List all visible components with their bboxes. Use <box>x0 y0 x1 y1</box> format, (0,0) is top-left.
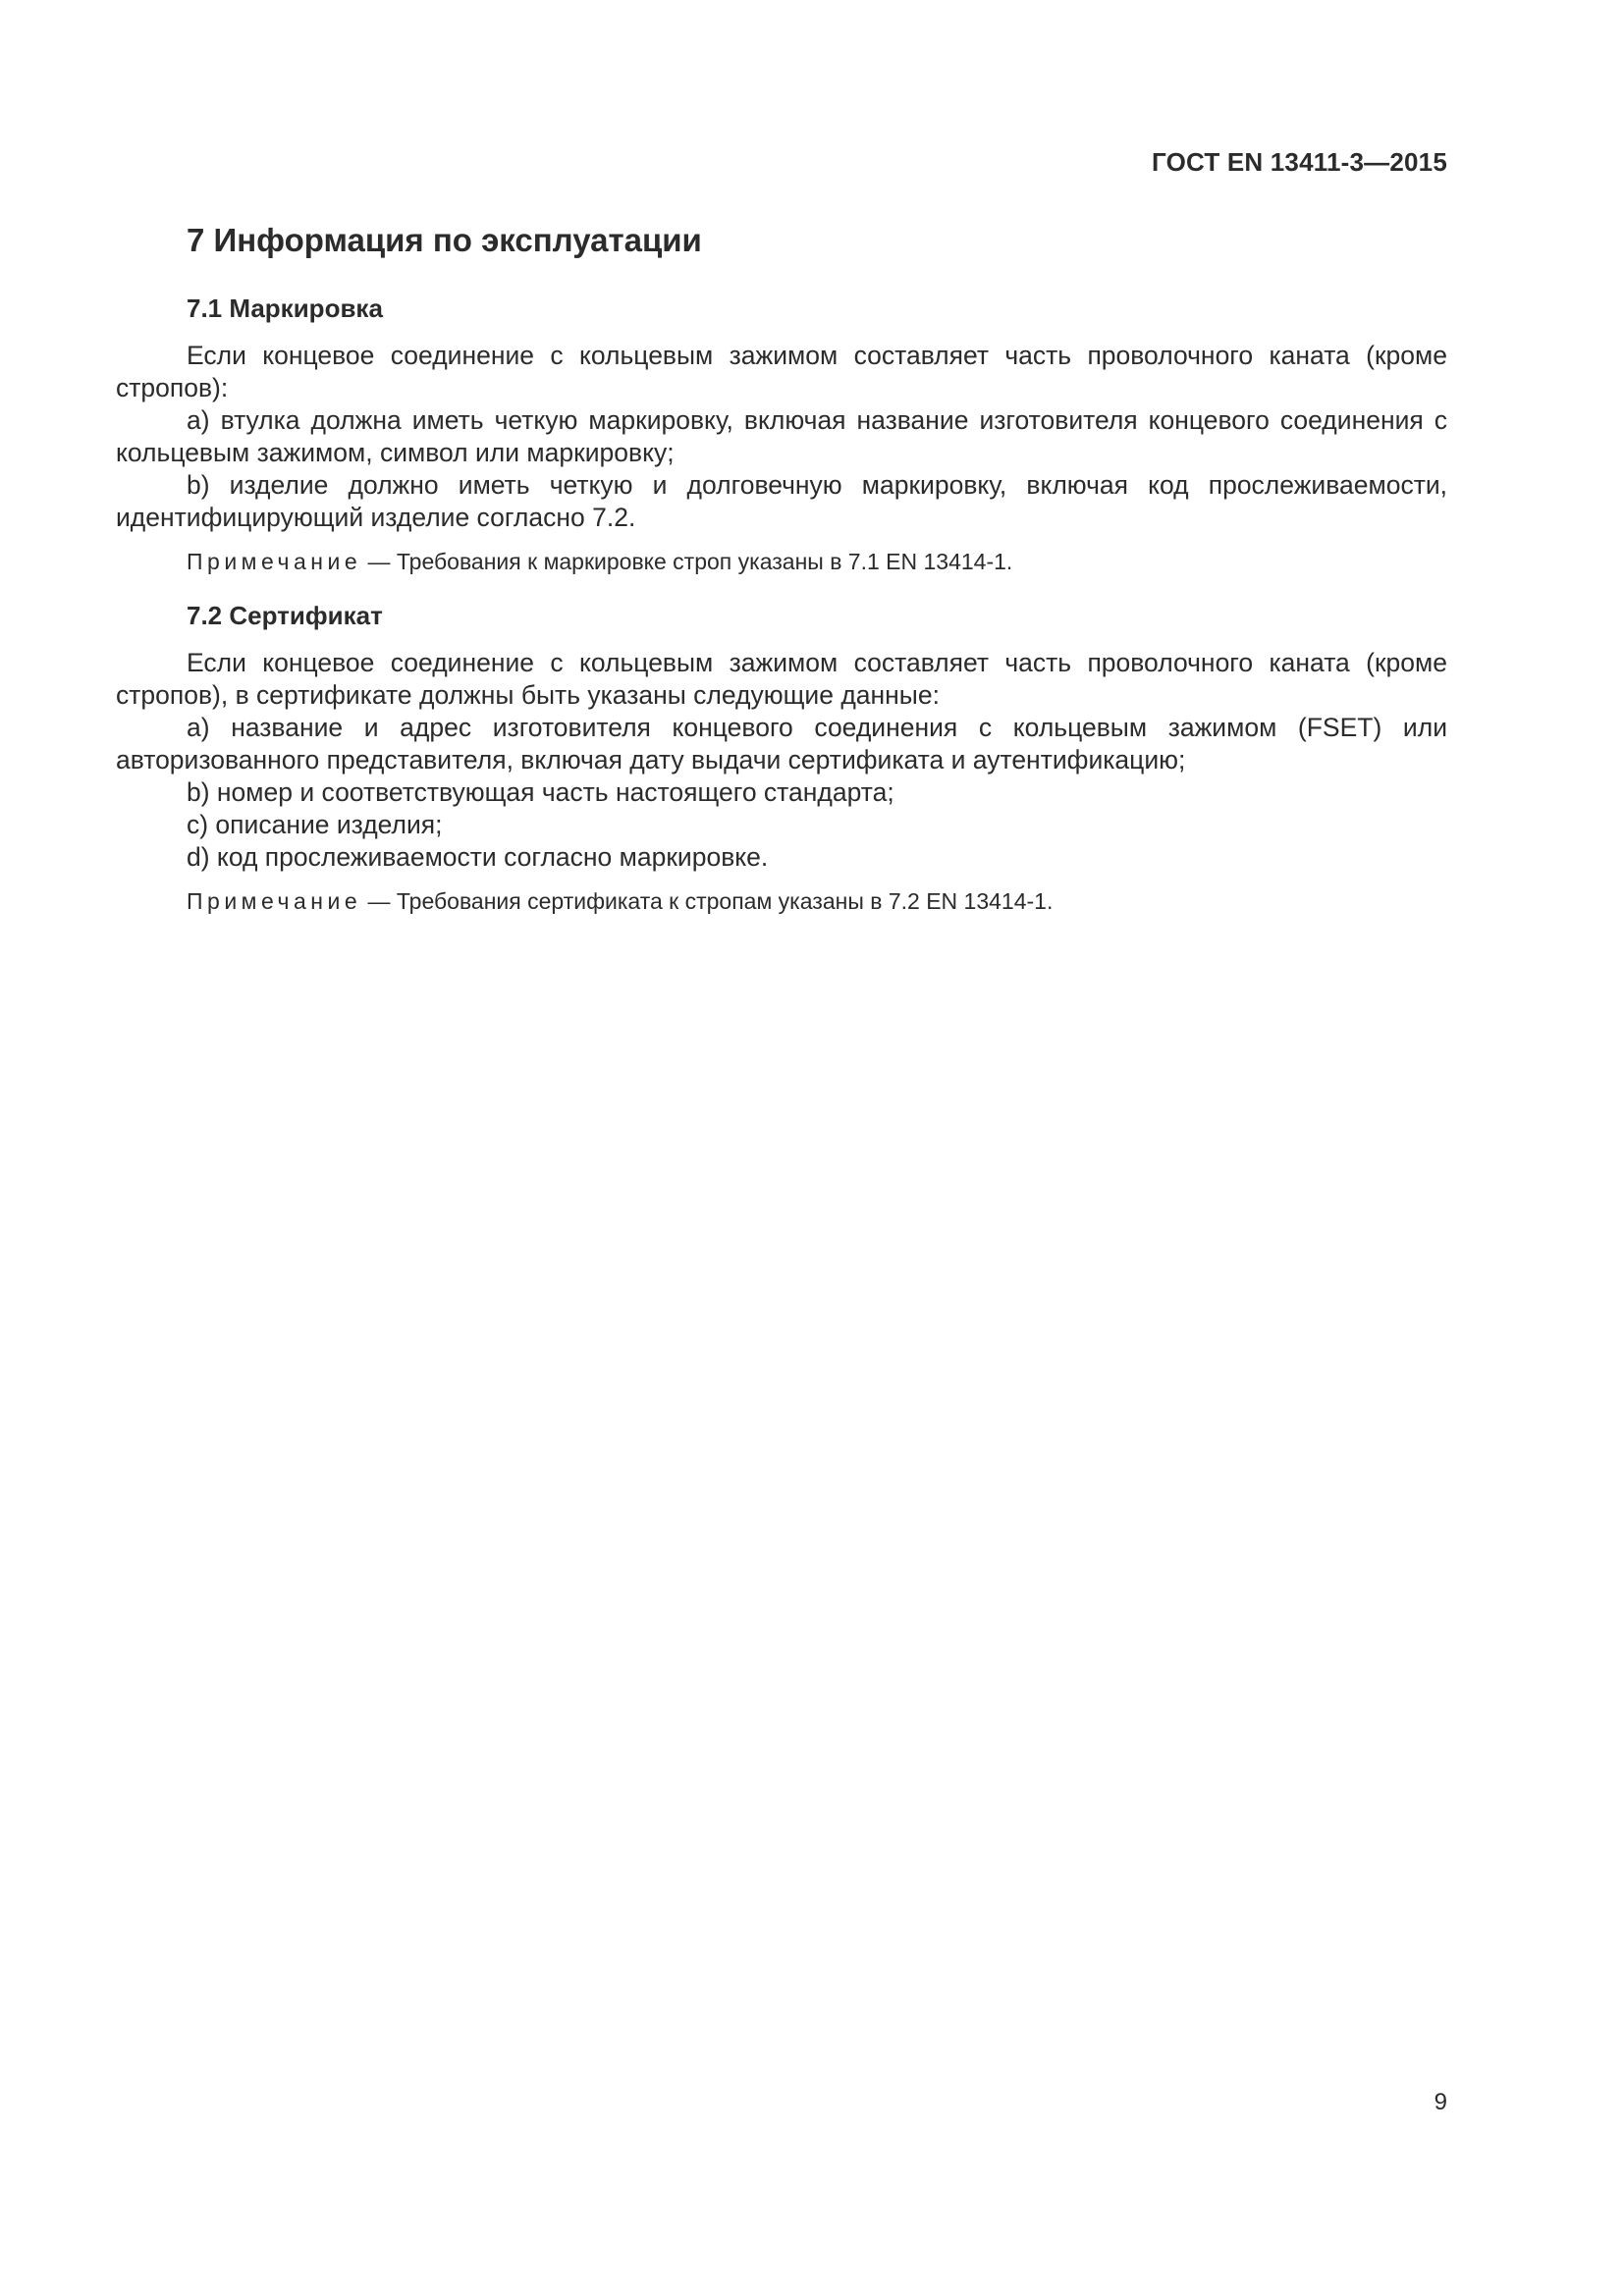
marking-item-a: а) втулка должна иметь четкую маркировку, включая название изготовителя концевого соединения с кольцевым зажимом, символ или маркировку; <box>116 405 1447 467</box>
document-code-header: ГОСТ EN 13411-3—2015 <box>1151 147 1447 177</box>
note-label: Примечание <box>187 549 362 574</box>
marking-item-b: b) изделие должно иметь четкую и долговечную маркировку, включая код прослеживаемости, идентифицирующий изделие согласно 7.2. <box>116 470 1447 532</box>
note-label: Примечание <box>187 888 362 914</box>
marking-intro-paragraph: Если концевое соединение с кольцевым зажимом составляет часть проволочного каната (кроме стропов): <box>116 341 1447 402</box>
subsection-title-certificate: 7.2 Сертификат <box>187 601 383 630</box>
subsection-title-marking: 7.1 Маркировка <box>187 294 383 323</box>
certificate-note <box>116 885 1447 918</box>
page-number: 9 <box>1434 2089 1447 2115</box>
certificate-item-a: а) название и адрес изготовителя концевого соединения с кольцевым зажимом (FSET) или авторизованного представителя, включая дату выдачи сертификата и аутентификацию; <box>116 713 1447 774</box>
note-text: — Требования сертификата к стропам указаны в 7.2 EN 13414-1. <box>361 888 1054 914</box>
marking-note <box>116 546 1447 578</box>
certificate-item-d: d) код прослеживаемости согласно маркировке. <box>187 842 769 872</box>
page-content <box>116 218 1447 918</box>
note-text: — Требования к маркировке строп указаны в 7.1 EN 13414-1. <box>361 549 1013 574</box>
certificate-intro-paragraph: Если концевое соединение с кольцевым зажимом составляет часть проволочного каната (кроме стропов), в сертификате должны быть указаны следующие данные: <box>116 648 1447 710</box>
certificate-item-b: b) номер и соответствующая часть настоящего стандарта; <box>187 777 894 807</box>
section-title: 7 Информация по эксплуатации <box>187 222 702 258</box>
certificate-item-c: c) описание изделия; <box>187 810 443 839</box>
